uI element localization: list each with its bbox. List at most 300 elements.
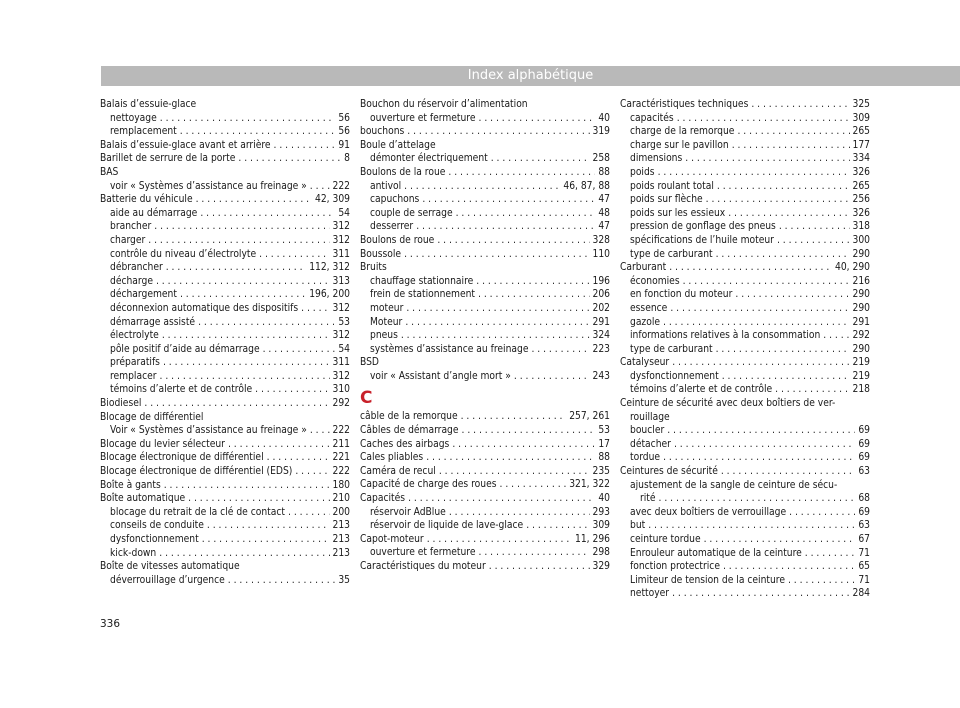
dot-leader	[789, 506, 855, 520]
entry-term: Caractéristiques du moteur	[360, 561, 486, 572]
entry-term: gazole	[630, 316, 661, 328]
entry-page-ref[interactable]: 200	[332, 506, 350, 518]
entry-term: frein de stationnement	[370, 289, 476, 301]
dot-leader	[667, 424, 855, 438]
entry-term: Boule d’attelage	[360, 139, 436, 151]
entry-page-ref[interactable]: 222	[332, 425, 350, 437]
entry-page-ref[interactable]: 216	[852, 275, 870, 287]
dot-leader	[301, 302, 329, 316]
dot-leader	[274, 139, 336, 153]
entry-term: rité	[640, 493, 656, 505]
entry-term: ajustement de la sangle de ceinture de sécu-	[630, 479, 838, 491]
dot-leader	[263, 343, 336, 357]
entry-page-ref[interactable]: 69	[858, 425, 870, 437]
index-entry	[620, 492, 870, 506]
entry-page-ref[interactable]: 56	[338, 126, 350, 138]
entry-term: but	[630, 520, 646, 532]
entry-page-ref[interactable]: 310	[332, 384, 350, 396]
dot-leader	[416, 220, 595, 234]
section-letter: C	[360, 388, 373, 409]
entry-page-ref[interactable]: 47	[598, 194, 610, 206]
entry-term: charge sur le pavillon	[630, 139, 729, 151]
entry-page-ref[interactable]: 56	[338, 112, 350, 124]
entry-page-ref[interactable]: 265	[852, 126, 870, 138]
dot-leader	[721, 465, 855, 479]
entry-page-ref[interactable]: 46, 87, 88	[563, 180, 610, 192]
entry-term: Caractéristiques techniques	[620, 99, 749, 110]
dot-leader	[166, 261, 306, 275]
entry-page-ref[interactable]: 196	[592, 275, 610, 287]
entry-page-ref[interactable]: 235	[592, 465, 610, 477]
entry-term: démarrage assisté	[110, 316, 196, 328]
entry-page-ref[interactable]: 298	[592, 547, 610, 559]
entry-term: ceinture tordue	[630, 534, 701, 545]
dot-leader	[408, 492, 595, 506]
entry-term: Capacités	[360, 493, 406, 505]
dot-leader	[228, 574, 336, 588]
index-entry	[100, 479, 350, 493]
index-entry	[360, 451, 610, 465]
entry-page-ref[interactable]: 290	[852, 248, 870, 260]
index-entry	[360, 370, 610, 384]
entry-page-ref[interactable]: 40, 290	[835, 262, 870, 274]
entry-term: Bruits	[360, 262, 387, 274]
entry-page-ref[interactable]: 218	[852, 384, 870, 396]
dot-leader	[449, 506, 590, 520]
entry-page-ref[interactable]: 213	[332, 534, 350, 545]
index-entry	[620, 207, 870, 221]
entry-page-ref[interactable]: 319	[592, 126, 610, 138]
dot-leader	[735, 288, 849, 302]
index-entry	[100, 275, 350, 289]
entry-page-ref[interactable]: 312	[332, 234, 350, 246]
entry-page-ref[interactable]: 313	[332, 275, 350, 287]
entry-term: poids sur flèche	[630, 194, 703, 206]
dot-leader	[255, 383, 329, 397]
entry-page-ref[interactable]: 311	[332, 357, 350, 369]
entry-page-ref[interactable]: 54	[338, 343, 350, 355]
dot-leader	[295, 465, 329, 479]
entry-page-ref[interactable]: 243	[592, 370, 610, 382]
dot-leader	[439, 465, 590, 479]
index-entry	[100, 424, 350, 438]
index-entry	[100, 519, 350, 533]
index-entry	[620, 479, 870, 493]
dot-leader	[310, 424, 330, 438]
entry-term: déconnexion automatique des dispositifs	[110, 302, 299, 314]
index-entry	[620, 356, 870, 370]
entry-page-ref[interactable]: 312	[332, 370, 350, 382]
entry-term: BSD	[360, 357, 379, 369]
dot-leader	[267, 451, 330, 465]
dot-leader	[404, 180, 560, 194]
entry-term: capacités	[630, 112, 674, 124]
entry-term: ouverture et fermeture	[370, 112, 476, 124]
entry-term: capuchons	[370, 194, 420, 206]
entry-term: poids	[630, 166, 655, 178]
dot-leader	[196, 193, 312, 207]
dot-leader	[659, 492, 856, 506]
entry-term: ouverture et fermeture	[370, 547, 476, 559]
entry-page-ref[interactable]: 71	[858, 547, 870, 559]
entry-page-ref[interactable]: 210	[332, 493, 350, 505]
entry-page-ref[interactable]: 328	[592, 234, 610, 246]
index-entry	[100, 112, 350, 126]
dot-leader	[426, 451, 595, 465]
index-entry	[360, 98, 610, 112]
entry-page-ref[interactable]: 324	[592, 330, 610, 342]
index-entry	[360, 560, 610, 574]
entry-term: voir « Assistant d’angle mort »	[370, 370, 511, 382]
entry-term: Boulons de roue	[360, 234, 435, 246]
entry-term: brancher	[110, 221, 152, 233]
entry-page-ref[interactable]: 112, 312	[309, 262, 350, 274]
entry-page-ref[interactable]: 221	[332, 452, 350, 464]
entry-term: tordue	[630, 452, 661, 464]
entry-term: Cales pliables	[360, 452, 424, 464]
entry-page-ref[interactable]: 67	[858, 534, 870, 545]
dot-leader	[164, 479, 330, 493]
entry-page-ref[interactable]: 8	[344, 153, 350, 165]
index-entry	[620, 519, 870, 533]
entry-term: Ceinture de sécurité avec deux boîtiers de ver-	[620, 398, 836, 410]
entry-term: poids sur les essieux	[630, 207, 726, 219]
index-entry	[620, 451, 870, 465]
entry-term: témoins d’alerte et de contrôle	[110, 384, 253, 396]
dot-leader	[310, 180, 330, 194]
dot-leader	[685, 152, 849, 166]
dot-leader	[401, 329, 590, 343]
entry-page-ref[interactable]: 292	[852, 330, 870, 342]
entry-page-ref[interactable]: 292	[332, 398, 350, 410]
entry-term: charge de la remorque	[630, 126, 735, 138]
index-entry	[620, 438, 870, 452]
index-entry	[620, 152, 870, 166]
entry-page-ref[interactable]: 326	[852, 207, 870, 219]
index-entry	[100, 547, 350, 561]
entry-term: pneus	[370, 330, 398, 342]
index-entry	[360, 506, 610, 520]
index-entry	[360, 220, 610, 234]
entry-term: débrancher	[110, 262, 163, 274]
index-entry	[100, 139, 350, 153]
entry-term: Biodiesel	[100, 398, 142, 410]
entry-page-ref[interactable]: 265	[852, 180, 870, 192]
entry-page-ref[interactable]: 290	[852, 343, 870, 355]
entry-page-ref[interactable]: 256	[852, 194, 870, 206]
dot-leader	[198, 316, 335, 330]
entry-page-ref[interactable]: 312	[332, 221, 350, 233]
dot-leader	[162, 329, 330, 343]
entry-page-ref[interactable]: 290	[852, 302, 870, 314]
dot-leader	[677, 112, 850, 126]
entry-page-ref[interactable]: 40	[598, 493, 610, 505]
index-entry	[360, 139, 610, 153]
entry-page-ref[interactable]: 284	[852, 588, 870, 600]
entry-term: pôle positif d’aide au démarrage	[110, 343, 260, 355]
index-entry	[620, 288, 870, 302]
index-entry	[620, 234, 870, 248]
dot-leader	[448, 166, 595, 180]
entry-page-ref[interactable]: 291	[852, 316, 870, 328]
index-entry	[620, 533, 870, 547]
dot-leader	[160, 370, 330, 384]
dot-leader	[717, 180, 850, 194]
entry-page-ref[interactable]: 309	[852, 112, 870, 124]
entry-term: Boîte de vitesses automatique	[100, 561, 240, 573]
index-entry	[100, 383, 350, 397]
entry-page-ref[interactable]: 312	[332, 330, 350, 342]
index-entry	[360, 424, 610, 438]
index-entry	[360, 248, 610, 262]
entry-page-ref[interactable]: 326	[852, 166, 870, 178]
index-entry	[620, 112, 870, 126]
entry-page-ref[interactable]: 65	[858, 561, 870, 573]
entry-term: blocage du retrait de la clé de contact	[110, 506, 285, 518]
index-entry	[620, 424, 870, 438]
dot-leader	[479, 112, 596, 126]
dot-leader	[737, 125, 849, 139]
dot-leader	[478, 288, 589, 302]
entry-term: Capacité de charge des roues	[360, 479, 497, 491]
entry-page-ref[interactable]: 334	[852, 153, 870, 165]
dot-leader	[288, 506, 330, 520]
entry-term: Carburant	[620, 262, 667, 274]
index-entry	[620, 180, 870, 194]
entry-term: poids roulant total	[630, 180, 714, 192]
index-entry	[100, 302, 350, 316]
index-entry	[360, 180, 610, 194]
index-entry	[360, 193, 610, 207]
entry-term: Câbles de démarrage	[360, 425, 459, 437]
entry-term: couple de serrage	[370, 207, 453, 219]
header-title: Index alphabétique	[467, 68, 594, 83]
index-entry	[620, 248, 870, 262]
entry-page-ref[interactable]: 222	[332, 180, 350, 192]
index-entry	[100, 234, 350, 248]
entry-term: BAS	[100, 166, 119, 178]
index-entry	[360, 438, 610, 452]
dot-leader	[461, 410, 567, 424]
entry-term: Limiteur de tension de la ceinture	[630, 574, 785, 586]
index-entry	[360, 316, 610, 330]
entry-page-ref[interactable]: 206	[592, 289, 610, 301]
dot-leader	[427, 533, 572, 547]
entry-page-ref[interactable]: 196, 200	[309, 289, 350, 301]
entry-term: Boîte automatique	[100, 493, 186, 505]
entry-page-ref[interactable]: 63	[858, 466, 870, 478]
entry-page-ref[interactable]: 325	[852, 99, 870, 110]
entry-page-ref[interactable]: 42, 309	[315, 194, 350, 206]
entry-page-ref[interactable]: 290	[852, 289, 870, 301]
dot-leader	[200, 207, 335, 221]
entry-page-ref[interactable]: 17	[598, 438, 610, 450]
entry-page-ref[interactable]: 69	[858, 452, 870, 464]
index-entry	[100, 438, 350, 452]
dot-leader	[669, 261, 832, 275]
dot-leader	[723, 560, 855, 574]
entry-page-ref[interactable]: 223	[592, 343, 610, 355]
entry-page-ref[interactable]: 258	[592, 153, 610, 165]
entry-page-ref[interactable]: 88	[598, 452, 610, 464]
dot-leader	[751, 98, 849, 112]
entry-term: chauffage stationnaire	[370, 275, 474, 287]
index-entry	[360, 465, 610, 479]
entry-page-ref[interactable]: 318	[852, 221, 870, 233]
entry-term: Enrouleur automatique de la ceinture	[630, 547, 802, 559]
dot-leader	[163, 356, 330, 370]
entry-term: Bouchon du réservoir d’alimentation	[360, 99, 528, 110]
dot-leader	[663, 451, 855, 465]
entry-page-ref[interactable]: 69	[858, 438, 870, 450]
index-entry	[360, 478, 610, 492]
entry-term: spécifications de l’huile moteur	[630, 234, 774, 246]
entry-page-ref[interactable]: 88	[598, 166, 610, 178]
entry-page-ref[interactable]: 69	[858, 506, 870, 518]
entry-term: Caches des airbags	[360, 438, 450, 450]
index-entry	[100, 329, 350, 343]
entry-term: desserrer	[370, 221, 414, 233]
index-entry	[360, 302, 610, 316]
index-entry	[620, 125, 870, 139]
index-entry	[100, 166, 350, 180]
entry-page-ref[interactable]: 53	[338, 316, 350, 328]
index-entry	[360, 533, 610, 547]
entry-page-ref[interactable]: 321, 322	[569, 479, 610, 491]
entry-term: dimensions	[630, 153, 683, 165]
dot-leader	[531, 343, 589, 357]
entry-page-ref[interactable]: 222	[332, 466, 350, 478]
dot-leader	[805, 547, 856, 561]
index-entry	[620, 465, 870, 479]
entry-term: avec deux boîtiers de verrouillage	[630, 506, 787, 518]
dot-leader	[706, 193, 850, 207]
entry-term: Voir « Systèmes d’assistance au freinage »	[110, 425, 307, 437]
index-entry	[360, 546, 610, 560]
entry-page-ref[interactable]: 257, 261	[569, 411, 610, 423]
entry-term: déverrouillage d’urgence	[110, 574, 225, 586]
index-entry	[100, 248, 350, 262]
entry-page-ref[interactable]: 202	[592, 302, 610, 314]
entry-page-ref[interactable]: 329	[592, 561, 610, 572]
entry-page-ref[interactable]: 35	[338, 574, 350, 586]
index-entry	[100, 574, 350, 588]
entry-term: réservoir de liquide de lave-glace	[370, 520, 524, 532]
entry-term: type de carburant	[630, 248, 713, 260]
entry-page-ref[interactable]: 177	[852, 139, 870, 151]
dot-leader	[407, 125, 589, 139]
index-entry	[360, 519, 610, 533]
entry-page-ref[interactable]: 110	[592, 248, 610, 260]
entry-term: aide au démarrage	[110, 207, 198, 219]
dot-leader	[704, 533, 856, 547]
dot-leader	[207, 519, 330, 533]
entry-page-ref[interactable]: 68	[858, 493, 870, 505]
index-entry	[100, 220, 350, 234]
entry-page-ref[interactable]: 54	[338, 207, 350, 219]
page-number: 336	[100, 618, 121, 630]
index-entry	[620, 411, 870, 425]
index-entry	[100, 465, 350, 479]
dot-leader	[154, 220, 329, 234]
dot-leader	[775, 383, 849, 397]
entry-page-ref[interactable]: 180	[332, 479, 350, 491]
entry-page-ref[interactable]: 213	[332, 520, 350, 532]
index-entry	[620, 193, 870, 207]
dot-leader	[238, 152, 341, 166]
dot-leader	[732, 139, 850, 153]
index-entry	[620, 329, 870, 343]
dot-leader	[491, 152, 590, 166]
entry-page-ref[interactable]: 293	[592, 506, 610, 518]
dot-leader	[148, 234, 329, 248]
entry-page-ref[interactable]: 40	[598, 112, 610, 124]
entry-page-ref[interactable]: 48	[598, 207, 610, 219]
entry-term: Blocage de différentiel	[100, 411, 204, 423]
entry-term: démonter électriquement	[370, 153, 488, 165]
entry-term: charger	[110, 234, 146, 246]
dot-leader	[526, 519, 589, 533]
entry-page-ref[interactable]: 219	[852, 357, 870, 369]
entry-page-ref[interactable]: 213	[332, 547, 350, 559]
index-entry	[100, 193, 350, 207]
entry-term: fonction protectrice	[630, 561, 720, 573]
dot-leader	[674, 438, 855, 452]
entry-term: informations relatives à la consommation	[630, 330, 821, 342]
entry-page-ref[interactable]: 291	[592, 316, 610, 328]
entry-page-ref[interactable]: 312	[332, 302, 350, 314]
entry-page-ref[interactable]: 11, 296	[575, 533, 610, 545]
entry-term: type de carburant	[630, 343, 713, 355]
entry-page-ref[interactable]: 53	[598, 425, 610, 437]
index-column-2	[360, 98, 610, 574]
entry-page-ref[interactable]: 63	[858, 520, 870, 532]
index-entry	[360, 410, 610, 424]
entry-page-ref[interactable]: 311	[332, 248, 350, 260]
index-entry	[360, 288, 610, 302]
index-entry	[100, 207, 350, 221]
dot-leader	[670, 302, 849, 316]
entry-page-ref[interactable]: 91	[338, 139, 350, 151]
entry-page-ref[interactable]: 47	[598, 221, 610, 233]
entry-page-ref[interactable]: 300	[852, 234, 870, 246]
entry-page-ref[interactable]: 71	[858, 574, 870, 586]
entry-page-ref[interactable]: 219	[852, 370, 870, 382]
index-entry	[360, 492, 610, 506]
index-entry	[100, 397, 350, 411]
entry-page-ref[interactable]: 309	[592, 520, 610, 532]
entry-term: Batterie du véhicule	[100, 194, 193, 206]
dot-leader	[456, 207, 596, 221]
dot-leader	[228, 438, 330, 452]
entry-term: Balais d’essuie-glace avant et arrière	[100, 139, 271, 151]
index-entry	[100, 492, 350, 506]
entry-term: Boîte à gants	[100, 479, 161, 491]
index-entry	[100, 506, 350, 520]
entry-term: décharge	[110, 275, 153, 287]
index-entry	[100, 180, 350, 194]
index-entry	[620, 139, 870, 153]
dot-leader	[823, 329, 849, 343]
index-entry	[100, 98, 350, 112]
index-entry	[620, 220, 870, 234]
entry-term: nettoyer	[630, 588, 670, 600]
dot-leader	[672, 356, 849, 370]
entry-page-ref[interactable]: 211	[332, 438, 350, 450]
entry-term: Blocage du levier sélecteur	[100, 438, 225, 450]
entry-term: kick-down	[110, 547, 157, 559]
dot-leader	[663, 316, 849, 330]
